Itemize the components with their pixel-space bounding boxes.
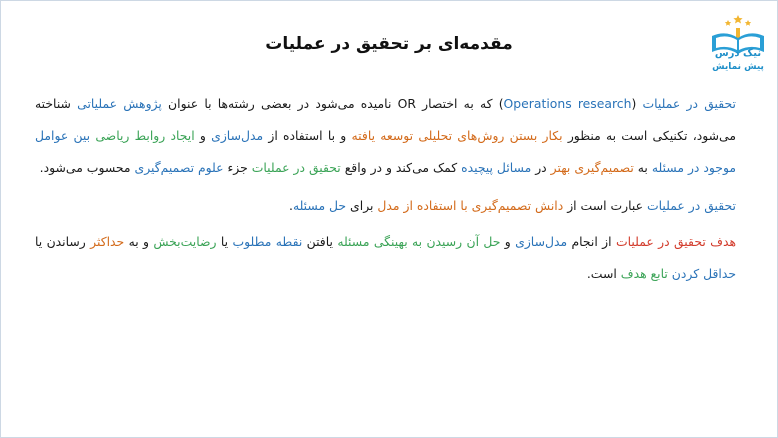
text-segment: نقطه مطلوب: [232, 234, 303, 249]
text-segment: تابع هدف: [620, 266, 668, 281]
text-segment: کمک می‌کند و در واقع: [340, 160, 462, 175]
text-segment: .: [288, 198, 293, 213]
text-segment: نامیده می‌شود در بعضی رشته‌ها با عنوان: [161, 96, 398, 111]
text-segment: حل آن رسیدن به بهینگی مسئله: [337, 234, 501, 249]
text-segment: پژوهش عملیاتی: [77, 96, 162, 111]
text-segment: و به: [124, 234, 154, 249]
logo-text-nikdars: نیک درس: [714, 48, 762, 59]
text-segment: به: [633, 160, 652, 175]
page-title: مقدمه‌ای بر تحقیق در عملیات: [265, 34, 513, 54]
logo-text-preview: پیش نمایش: [712, 62, 764, 72]
text-segment: است.: [586, 266, 621, 281]
text-segment: و: [500, 234, 516, 249]
text-segment: تصمیم‌گیری بهتر: [550, 160, 634, 175]
paragraph-definition: [35, 88, 736, 184]
text-segment: عبارت است از: [563, 198, 647, 213]
text-segment: رضایت‌بخش: [153, 234, 217, 249]
text-segment: یا: [216, 234, 233, 249]
text-segment: در: [531, 160, 551, 175]
text-segment: جزء: [223, 160, 252, 175]
text-segment: مدل‌سازی: [515, 234, 568, 249]
text-segment: و: [194, 128, 212, 143]
text-segment: مدل‌سازی: [211, 128, 264, 143]
content-body: [35, 88, 736, 290]
text-segment: حداقل کردن: [671, 266, 736, 281]
text-segment: ایجاد روابط ریاضی: [95, 128, 195, 143]
text-segment: شناخته می‌شود، تکنیکی است به منظور: [35, 96, 736, 143]
text-segment: حداکثر: [90, 234, 125, 249]
text-segment: تحقیق در عملیات: [646, 198, 736, 213]
text-segment: Operations research: [503, 96, 632, 111]
text-segment: برای: [346, 198, 378, 213]
text-segment: دانش تصمیم‌گیری با استفاده از مدل: [377, 198, 564, 213]
paragraph-goal: [35, 226, 736, 290]
text-segment: بین عوامل موجود در مسئله: [35, 128, 736, 175]
text-segment: رساندن یا: [35, 234, 91, 249]
text-segment: علوم تصمیم‌گیری: [134, 160, 224, 175]
text-segment: (: [631, 96, 643, 111]
text-segment: و با استفاده از: [263, 128, 352, 143]
text-segment: هدف تحقیق در عملیات: [615, 234, 736, 249]
text-segment: مسائل پیچیده: [461, 160, 532, 175]
text-segment: حل مسئله: [292, 198, 347, 213]
text-segment: از انجام: [567, 234, 616, 249]
text-segment: بکار بستن روش‌های تحلیلی توسعه یافته: [351, 128, 563, 143]
text-segment: تحقیق در عملیات: [251, 160, 341, 175]
text-segment: محسوب می‌شود.: [39, 160, 135, 175]
text-segment: تحقیق در عملیات: [642, 96, 736, 111]
text-segment: OR: [397, 96, 416, 111]
text-segment: یافتن: [302, 234, 338, 249]
paragraph-summary: [35, 190, 736, 222]
text-segment: ) که به اختصار: [415, 96, 504, 111]
